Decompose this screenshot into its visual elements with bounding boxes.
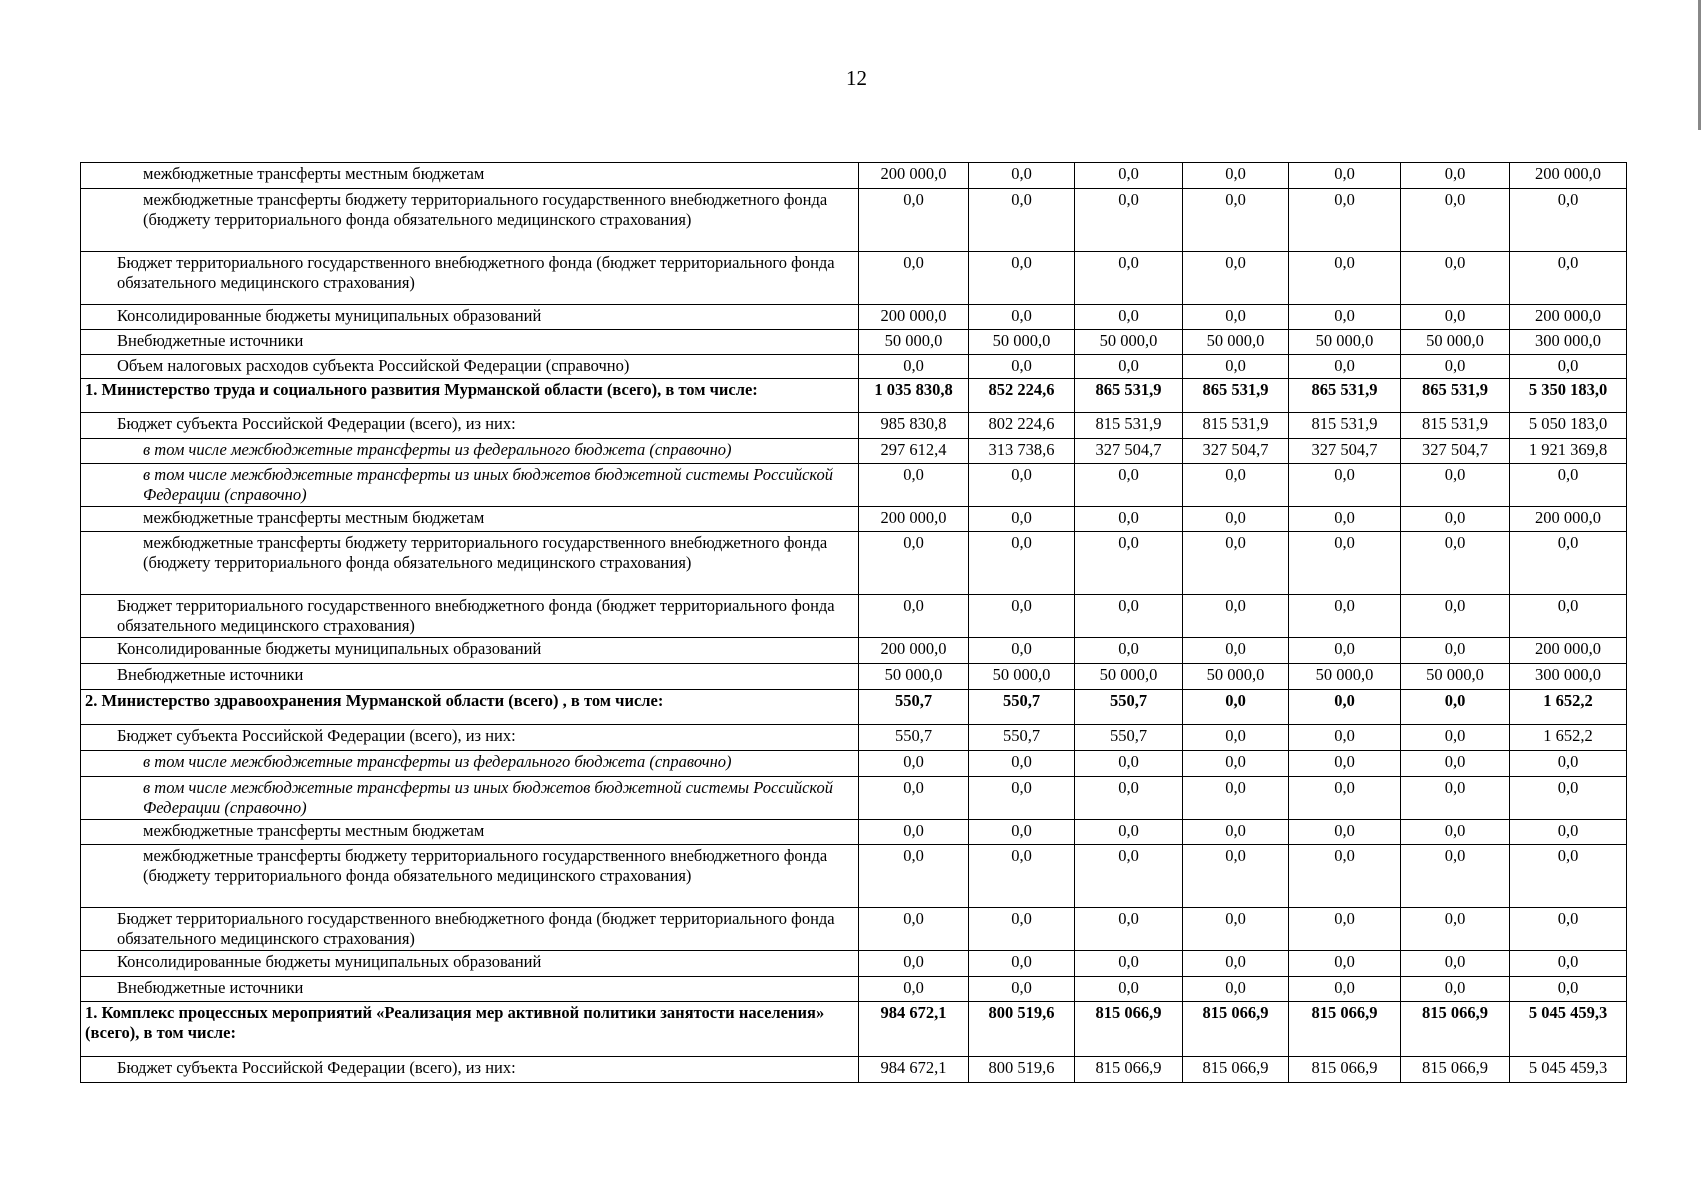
- row-value: 0,0: [1401, 908, 1510, 951]
- row-value: 0,0: [1075, 977, 1183, 1002]
- row-value: 0,0: [1183, 845, 1289, 908]
- row-value: 0,0: [1289, 595, 1401, 638]
- budget-table-body: [81, 163, 1627, 1083]
- row-value: 0,0: [859, 951, 969, 977]
- row-value: 0,0: [1183, 189, 1289, 252]
- row-value: 815 531,9: [1401, 413, 1510, 439]
- table-row: [81, 507, 1627, 532]
- row-value: 0,0: [1183, 507, 1289, 532]
- row-value: 815 066,9: [1289, 1057, 1401, 1083]
- row-value: 984 672,1: [859, 1002, 969, 1057]
- row-value: 0,0: [859, 751, 969, 777]
- row-value: 0,0: [1401, 638, 1510, 664]
- row-value: 550,7: [859, 690, 969, 725]
- row-value: 0,0: [1510, 751, 1627, 777]
- row-value: 0,0: [1289, 464, 1401, 507]
- row-value: 5 350 183,0: [1510, 379, 1627, 413]
- table-row: [81, 595, 1627, 638]
- row-value: 50 000,0: [1183, 664, 1289, 690]
- row-value: 0,0: [1510, 977, 1627, 1002]
- row-value: 0,0: [1183, 951, 1289, 977]
- table-row: [81, 845, 1627, 908]
- row-value: 852 224,6: [969, 379, 1075, 413]
- row-value: 550,7: [1075, 725, 1183, 751]
- row-value: 0,0: [1401, 507, 1510, 532]
- row-value: 0,0: [1289, 977, 1401, 1002]
- row-value: 0,0: [1510, 845, 1627, 908]
- row-label: Объем налоговых расходов субъекта Российской Федерации (справочно): [81, 355, 859, 379]
- table-row: [81, 908, 1627, 951]
- row-value: 0,0: [969, 638, 1075, 664]
- row-value: 327 504,7: [1289, 439, 1401, 464]
- row-value: 0,0: [969, 189, 1075, 252]
- table-row: [81, 820, 1627, 845]
- row-value: 815 066,9: [1401, 1057, 1510, 1083]
- row-value: 0,0: [1401, 820, 1510, 845]
- row-value: 0,0: [1401, 595, 1510, 638]
- row-value: 0,0: [1510, 532, 1627, 595]
- row-value: 0,0: [1510, 595, 1627, 638]
- row-value: 0,0: [1510, 252, 1627, 305]
- row-value: 815 531,9: [1289, 413, 1401, 439]
- table-row: [81, 1002, 1627, 1057]
- row-value: 0,0: [1289, 638, 1401, 664]
- row-value: 0,0: [1075, 751, 1183, 777]
- row-value: 50 000,0: [859, 664, 969, 690]
- row-value: 865 531,9: [1075, 379, 1183, 413]
- row-label: межбюджетные трансферты местным бюджетам: [81, 163, 859, 189]
- row-value: 5 050 183,0: [1510, 413, 1627, 439]
- row-value: 815 531,9: [1075, 413, 1183, 439]
- row-value: 50 000,0: [859, 330, 969, 355]
- row-value: 0,0: [969, 305, 1075, 330]
- row-value: 200 000,0: [859, 163, 969, 189]
- row-label: межбюджетные трансферты местным бюджетам: [81, 507, 859, 532]
- row-value: 0,0: [1075, 845, 1183, 908]
- row-value: 0,0: [1510, 189, 1627, 252]
- row-value: 0,0: [859, 252, 969, 305]
- row-value: 1 921 369,8: [1510, 439, 1627, 464]
- row-value: 0,0: [969, 464, 1075, 507]
- table-row: [81, 439, 1627, 464]
- row-value: 0,0: [1401, 163, 1510, 189]
- row-value: 327 504,7: [1183, 439, 1289, 464]
- table-row: [81, 355, 1627, 379]
- table-row: [81, 977, 1627, 1002]
- row-label: Консолидированные бюджеты муниципальных образований: [81, 305, 859, 330]
- row-value: 0,0: [1075, 908, 1183, 951]
- row-value: 0,0: [859, 845, 969, 908]
- row-value: 0,0: [1510, 820, 1627, 845]
- row-value: 0,0: [1075, 163, 1183, 189]
- row-value: 50 000,0: [969, 330, 1075, 355]
- table-row: [81, 725, 1627, 751]
- row-value: 0,0: [1183, 725, 1289, 751]
- row-label: Бюджет субъекта Российской Федерации (всего), из них:: [81, 725, 859, 751]
- row-value: 0,0: [1075, 638, 1183, 664]
- table-row: [81, 305, 1627, 330]
- table-row: [81, 951, 1627, 977]
- row-value: 0,0: [1401, 355, 1510, 379]
- row-label: Внебюджетные источники: [81, 664, 859, 690]
- row-value: 0,0: [1510, 951, 1627, 977]
- row-value: 0,0: [969, 845, 1075, 908]
- table-row: [81, 532, 1627, 595]
- row-value: 800 519,6: [969, 1002, 1075, 1057]
- row-value: 800 519,6: [969, 1057, 1075, 1083]
- row-value: 0,0: [1075, 464, 1183, 507]
- row-value: 0,0: [969, 951, 1075, 977]
- row-value: 50 000,0: [1289, 330, 1401, 355]
- row-value: 50 000,0: [1075, 330, 1183, 355]
- row-value: 0,0: [1075, 355, 1183, 379]
- row-value: 0,0: [1289, 163, 1401, 189]
- row-value: 0,0: [969, 355, 1075, 379]
- row-value: 0,0: [859, 355, 969, 379]
- row-label: 1. Министерство труда и социального развития Мурманской области (всего), в том числе:: [81, 379, 859, 413]
- row-value: 0,0: [1183, 977, 1289, 1002]
- row-value: 550,7: [969, 725, 1075, 751]
- row-value: 0,0: [1289, 777, 1401, 820]
- row-value: 0,0: [1183, 252, 1289, 305]
- row-value: 550,7: [1075, 690, 1183, 725]
- row-value: 0,0: [1183, 464, 1289, 507]
- row-value: 0,0: [859, 464, 969, 507]
- row-value: 815 066,9: [1075, 1057, 1183, 1083]
- row-value: 0,0: [1401, 252, 1510, 305]
- row-value: 0,0: [1289, 532, 1401, 595]
- row-value: 815 066,9: [1075, 1002, 1183, 1057]
- table-row: [81, 777, 1627, 820]
- row-value: 0,0: [969, 751, 1075, 777]
- row-value: 802 224,6: [969, 413, 1075, 439]
- row-value: 0,0: [1289, 751, 1401, 777]
- row-value: 1 035 830,8: [859, 379, 969, 413]
- row-value: 0,0: [1510, 355, 1627, 379]
- row-value: 0,0: [1401, 690, 1510, 725]
- row-value: 0,0: [859, 908, 969, 951]
- row-label: в том числе межбюджетные трансферты из федерального бюджета (справочно): [81, 439, 859, 464]
- row-value: 815 066,9: [1183, 1002, 1289, 1057]
- row-label: Бюджет территориального государственного внебюджетного фонда (бюджет территориального фонда обязательного медицинского страхования): [81, 252, 859, 305]
- row-value: 0,0: [969, 532, 1075, 595]
- row-value: 50 000,0: [1183, 330, 1289, 355]
- table-row: [81, 1057, 1627, 1083]
- table-row: [81, 751, 1627, 777]
- row-label: в том числе межбюджетные трансферты из иных бюджетов бюджетной системы Российской Федерации (справочно): [81, 464, 859, 507]
- row-value: 865 531,9: [1183, 379, 1289, 413]
- row-value: 865 531,9: [1289, 379, 1401, 413]
- row-value: 0,0: [859, 189, 969, 252]
- row-label: Консолидированные бюджеты муниципальных образований: [81, 951, 859, 977]
- row-label: 2. Министерство здравоохранения Мурманской области (всего) , в том числе:: [81, 690, 859, 725]
- row-value: 0,0: [1289, 189, 1401, 252]
- row-value: 297 612,4: [859, 439, 969, 464]
- row-value: 0,0: [1510, 908, 1627, 951]
- row-value: 0,0: [1183, 532, 1289, 595]
- row-label: Бюджет субъекта Российской Федерации (всего), из них:: [81, 1057, 859, 1083]
- row-value: 50 000,0: [1401, 664, 1510, 690]
- row-value: 0,0: [969, 163, 1075, 189]
- row-value: 0,0: [1289, 951, 1401, 977]
- row-value: 0,0: [1289, 820, 1401, 845]
- row-value: 0,0: [1401, 751, 1510, 777]
- row-value: 0,0: [969, 777, 1075, 820]
- row-value: 0,0: [1075, 189, 1183, 252]
- row-value: 0,0: [1183, 751, 1289, 777]
- row-label: межбюджетные трансферты бюджету территориального государственного внебюджетного фонда (бюджету территориального фонда обязательного медицинского страхования): [81, 532, 859, 595]
- row-value: 0,0: [1401, 189, 1510, 252]
- row-value: 0,0: [1075, 532, 1183, 595]
- row-value: 815 066,9: [1401, 1002, 1510, 1057]
- row-value: 327 504,7: [1401, 439, 1510, 464]
- row-value: 200 000,0: [1510, 507, 1627, 532]
- row-value: 0,0: [1401, 977, 1510, 1002]
- row-label: Бюджет субъекта Российской Федерации (всего), из них:: [81, 413, 859, 439]
- row-label: Бюджет территориального государственного внебюджетного фонда (бюджет территориального фонда обязательного медицинского страхования): [81, 595, 859, 638]
- row-value: 0,0: [1075, 777, 1183, 820]
- table-row: [81, 690, 1627, 725]
- row-value: 0,0: [1510, 464, 1627, 507]
- row-value: 0,0: [859, 595, 969, 638]
- row-label: Внебюджетные источники: [81, 977, 859, 1002]
- row-value: 1 652,2: [1510, 690, 1627, 725]
- row-value: 0,0: [859, 777, 969, 820]
- row-value: 0,0: [969, 977, 1075, 1002]
- row-label: Бюджет территориального государственного внебюджетного фонда (бюджет территориального фонда обязательного медицинского страхования): [81, 908, 859, 951]
- row-label: в том числе межбюджетные трансферты из иных бюджетов бюджетной системы Российской Федерации (справочно): [81, 777, 859, 820]
- row-value: 1 652,2: [1510, 725, 1627, 751]
- row-label: Консолидированные бюджеты муниципальных образований: [81, 638, 859, 664]
- row-value: 0,0: [969, 595, 1075, 638]
- row-value: 0,0: [1289, 908, 1401, 951]
- row-value: 0,0: [1289, 305, 1401, 330]
- row-value: 300 000,0: [1510, 664, 1627, 690]
- row-value: 0,0: [1183, 820, 1289, 845]
- row-value: 0,0: [1289, 690, 1401, 725]
- row-value: 0,0: [859, 820, 969, 845]
- row-value: 0,0: [1289, 252, 1401, 305]
- row-label: межбюджетные трансферты бюджету территориального государственного внебюджетного фонда (бюджету территориального фонда обязательного медицинского страхования): [81, 845, 859, 908]
- row-value: 0,0: [1289, 507, 1401, 532]
- row-value: 0,0: [1075, 595, 1183, 638]
- row-value: 0,0: [1401, 951, 1510, 977]
- row-value: 0,0: [1075, 252, 1183, 305]
- table-row: [81, 464, 1627, 507]
- row-value: 200 000,0: [1510, 305, 1627, 330]
- row-label: межбюджетные трансферты бюджету территориального государственного внебюджетного фонда (бюджету территориального фонда обязательного медицинского страхования): [81, 189, 859, 252]
- row-label: в том числе межбюджетные трансферты из федерального бюджета (справочно): [81, 751, 859, 777]
- row-value: 0,0: [1401, 305, 1510, 330]
- row-value: 0,0: [1401, 777, 1510, 820]
- row-value: 0,0: [1183, 355, 1289, 379]
- table-row: [81, 252, 1627, 305]
- table-row: [81, 413, 1627, 439]
- table-row: [81, 379, 1627, 413]
- table-row: [81, 638, 1627, 664]
- row-value: 550,7: [859, 725, 969, 751]
- row-value: 5 045 459,3: [1510, 1002, 1627, 1057]
- row-value: 50 000,0: [969, 664, 1075, 690]
- row-value: 50 000,0: [1075, 664, 1183, 690]
- row-value: 313 738,6: [969, 439, 1075, 464]
- row-value: 300 000,0: [1510, 330, 1627, 355]
- row-value: 200 000,0: [859, 638, 969, 664]
- table-row: [81, 664, 1627, 690]
- row-value: 0,0: [1183, 908, 1289, 951]
- row-value: 0,0: [1183, 595, 1289, 638]
- table-row: [81, 189, 1627, 252]
- row-value: 0,0: [1075, 951, 1183, 977]
- row-value: 0,0: [1510, 777, 1627, 820]
- row-value: 0,0: [969, 908, 1075, 951]
- row-value: 865 531,9: [1401, 379, 1510, 413]
- page-number: 12: [846, 66, 867, 90]
- row-value: 0,0: [859, 532, 969, 595]
- row-value: 0,0: [1401, 845, 1510, 908]
- row-value: 200 000,0: [859, 305, 969, 330]
- row-value: 0,0: [1075, 820, 1183, 845]
- row-value: 0,0: [1401, 725, 1510, 751]
- row-value: 50 000,0: [1289, 664, 1401, 690]
- row-value: 0,0: [859, 977, 969, 1002]
- row-value: 0,0: [1075, 305, 1183, 330]
- row-value: 0,0: [969, 507, 1075, 532]
- row-value: 200 000,0: [1510, 638, 1627, 664]
- table-row: [81, 330, 1627, 355]
- row-label: 1. Комплекс процессных мероприятий «Реализация мер активной политики занятости населения» (всего), в том числе:: [81, 1002, 859, 1057]
- row-value: 550,7: [969, 690, 1075, 725]
- row-value: 0,0: [1289, 725, 1401, 751]
- row-value: 50 000,0: [1401, 330, 1510, 355]
- row-value: 985 830,8: [859, 413, 969, 439]
- row-value: 0,0: [1075, 507, 1183, 532]
- row-value: 200 000,0: [859, 507, 969, 532]
- row-value: 5 045 459,3: [1510, 1057, 1627, 1083]
- budget-table: [80, 162, 1627, 1083]
- row-value: 815 066,9: [1289, 1002, 1401, 1057]
- row-label: межбюджетные трансферты местным бюджетам: [81, 820, 859, 845]
- row-value: 200 000,0: [1510, 163, 1627, 189]
- row-value: 0,0: [969, 820, 1075, 845]
- row-value: 0,0: [1183, 777, 1289, 820]
- row-value: 0,0: [1289, 355, 1401, 379]
- row-value: 0,0: [1183, 690, 1289, 725]
- row-value: 815 066,9: [1183, 1057, 1289, 1083]
- row-value: 0,0: [1183, 163, 1289, 189]
- row-label: Внебюджетные источники: [81, 330, 859, 355]
- row-value: 0,0: [1183, 638, 1289, 664]
- row-value: 327 504,7: [1075, 439, 1183, 464]
- row-value: 984 672,1: [859, 1057, 969, 1083]
- table-row: [81, 163, 1627, 189]
- row-value: 0,0: [1183, 305, 1289, 330]
- row-value: 0,0: [1289, 845, 1401, 908]
- row-value: 815 531,9: [1183, 413, 1289, 439]
- row-value: 0,0: [969, 252, 1075, 305]
- row-value: 0,0: [1401, 532, 1510, 595]
- row-value: 0,0: [1401, 464, 1510, 507]
